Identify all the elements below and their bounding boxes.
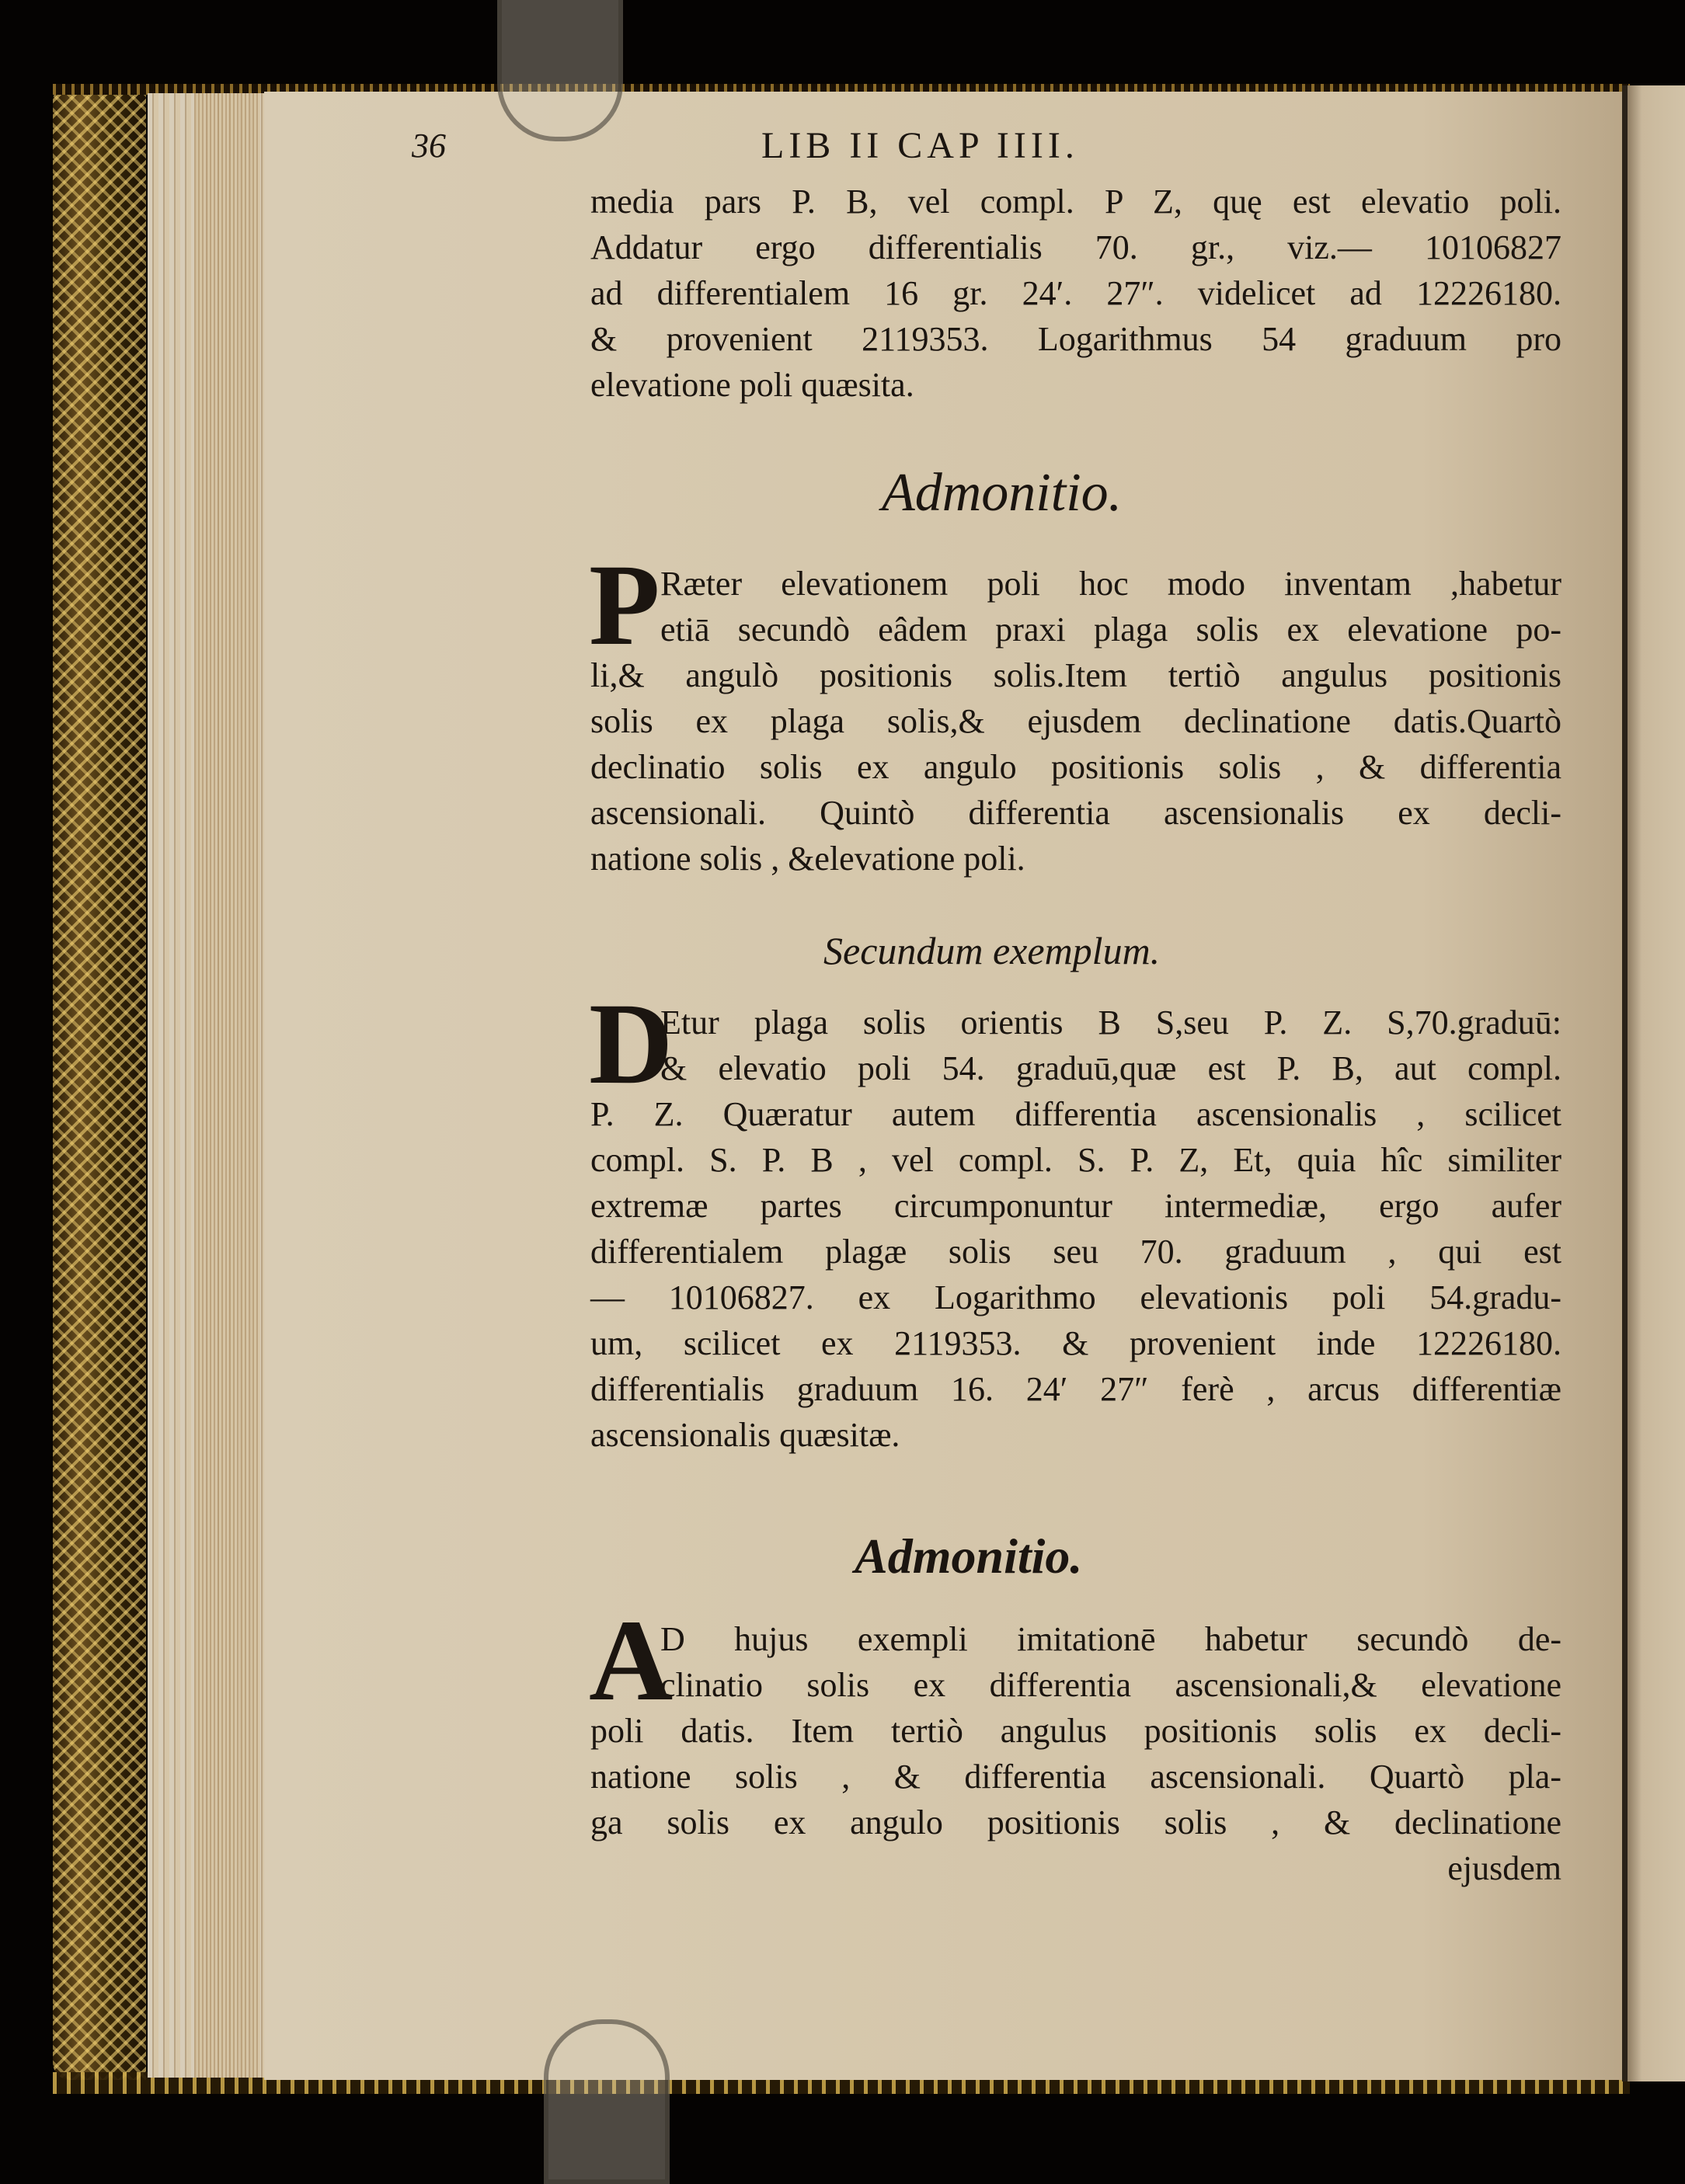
drop-cap: P: [589, 541, 660, 669]
text-line: etiā secundò eâdem praxi plaga solis ex elevatione po-: [660, 610, 1561, 649]
text-line: & provenient 2119353. Logarithmus 54 graduum pro: [590, 320, 1561, 358]
text-line: Etur plaga solis orientis B S,seu P. Z. S,70.graduū:: [660, 1003, 1561, 1042]
secundum-exemplum-heading: Secundum exemplum.: [823, 929, 1161, 972]
text-line: natione solis , &elevatione poli.: [590, 840, 1025, 878]
page-text: [412, 117, 1561, 1891]
gilded-binding-left: [53, 84, 146, 2080]
text-line: natione solis , & differentia ascensionali. Quartò pla-: [590, 1758, 1561, 1796]
glass-weight-bottom: [544, 2019, 670, 2184]
page-number: 36: [412, 127, 446, 165]
text-line: Ræter elevationem poli hoc modo inventam ,habetur: [660, 565, 1561, 603]
text-line: ascensionali. Quintò differentia ascensionalis ex decli-: [590, 794, 1561, 832]
book-page-edges: [148, 93, 264, 2078]
text-line: declinatio solis ex angulo positionis solis , & differentia: [590, 748, 1561, 786]
text-line: D hujus exempli imitationē habetur secundò de-: [660, 1620, 1561, 1658]
running-head: [412, 117, 1561, 179]
text-line: Addatur ergo differentialis 70. gr., viz.— 10106827: [590, 228, 1561, 266]
facing-page-edge: [1628, 85, 1685, 2081]
drop-cap: A: [589, 1596, 674, 1725]
text-line: li,& angulò positionis solis.Item tertiò angulus positionis: [590, 656, 1561, 694]
text-line: P. Z. Quæratur autem differentia ascensionalis , scilicet: [590, 1095, 1561, 1133]
catchword: ejusdem: [1447, 1849, 1561, 1887]
text-line: differentialis graduum 16. 24′ 27″ ferè , arcus differentiæ: [590, 1370, 1561, 1408]
text-line: & elevatio poli 54. graduū,quæ est P. B, aut compl.: [660, 1049, 1561, 1087]
text-line: solis ex plaga solis,& ejusdem declinatione datis.Quartò: [590, 702, 1561, 740]
text-line: extremæ partes circumponuntur intermediæ, ergo aufer: [590, 1187, 1561, 1225]
admonitio-heading-1: Admonitio.: [882, 463, 1123, 523]
admonitio-heading-2: Admonitio.: [855, 1528, 1083, 1584]
text-line: ascensionalis quæsitæ.: [590, 1416, 900, 1454]
text-line: media pars P. B, vel compl. P Z, quę est elevatio poli.: [590, 183, 1561, 221]
text-line: ad differentialem 16 gr. 24′. 27″. videlicet ad 12226180.: [590, 274, 1561, 312]
drop-cap: D: [589, 979, 674, 1108]
secundum-exemplum-paragraph: [589, 979, 1561, 1458]
text-line: elevatione poli quæsita.: [590, 366, 914, 404]
text-line: clinatio solis ex differentia ascensionali,& elevatione: [660, 1666, 1561, 1704]
text-line: — 10106827. ex Logarithmo elevationis poli 54.gradu-: [590, 1278, 1561, 1316]
text-line: um, scilicet ex 2119353. & provenient inde 12226180.: [590, 1324, 1561, 1362]
admonitio-paragraph-2: [589, 1596, 1561, 1891]
text-line: differentialem plagæ solis seu 70. graduum , qui est: [590, 1233, 1561, 1271]
intro-paragraph: [590, 179, 1561, 408]
running-title: LIB II CAP IIII.: [761, 125, 1079, 166]
text-line: poli datis. Item tertiò angulus positionis solis ex decli-: [590, 1712, 1561, 1750]
admonitio-paragraph-1: [589, 541, 1561, 882]
text-line: compl. S. P. B , vel compl. S. P. Z, Et, quia hîc similiter: [590, 1141, 1561, 1179]
text-line: ga solis ex angulo positionis solis , & declinatione: [590, 1803, 1561, 1841]
